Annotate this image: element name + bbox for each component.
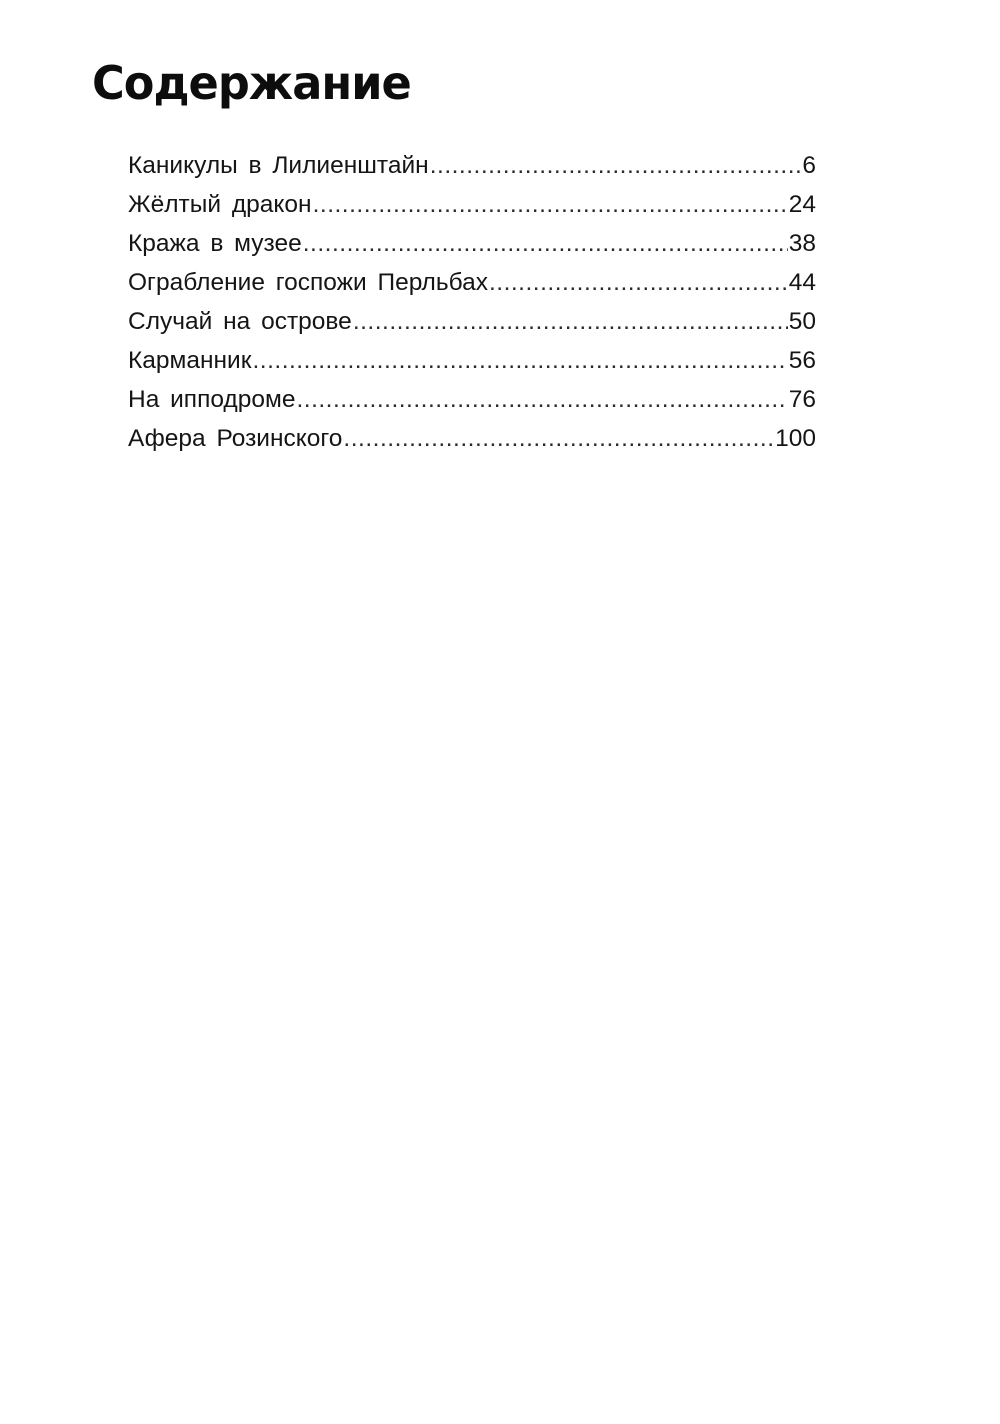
toc-entry-title: Случай на острове: [128, 308, 352, 335]
toc-entry: [128, 185, 816, 224]
toc-entry: [128, 263, 816, 302]
dot-leader: [430, 146, 802, 185]
toc-entry-page: 76: [788, 386, 816, 413]
toc-entry: [128, 341, 816, 380]
toc-entry-page: 100: [775, 425, 816, 452]
toc-entry-title: На ипподроме: [128, 386, 296, 413]
dot-leader: [252, 341, 787, 380]
toc-entry-title: Жёлтый дракон: [128, 191, 312, 218]
dot-leader: [353, 302, 788, 341]
toc-entry: [128, 380, 816, 419]
page-title: Содержание: [92, 56, 411, 110]
toc-entry-title: Карманник: [128, 347, 252, 374]
toc-entry-title: Афера Розинского: [128, 425, 343, 452]
toc-entry: [128, 302, 816, 341]
table-of-contents: [128, 146, 816, 458]
dot-leader: [489, 263, 788, 302]
toc-entry-page: 56: [788, 347, 816, 374]
toc-entry-title: Каникулы в Лилиенштайн: [128, 152, 429, 179]
toc-entry-page: 24: [788, 191, 816, 218]
dot-leader: [296, 380, 787, 419]
dot-leader: [303, 224, 788, 263]
toc-entry-page: 44: [788, 269, 816, 296]
toc-entry-page: 6: [802, 152, 816, 179]
dot-leader: [313, 185, 788, 224]
toc-entry-title: Кража в музее: [128, 230, 302, 257]
toc-entry-page: 50: [788, 308, 816, 335]
toc-entry: [128, 146, 816, 185]
toc-entry-title: Ограбление госпожи Перльбах: [128, 269, 488, 296]
toc-entry: [128, 224, 816, 263]
dot-leader: [343, 419, 774, 458]
toc-entry: [128, 419, 816, 458]
toc-entry-page: 38: [788, 230, 816, 257]
